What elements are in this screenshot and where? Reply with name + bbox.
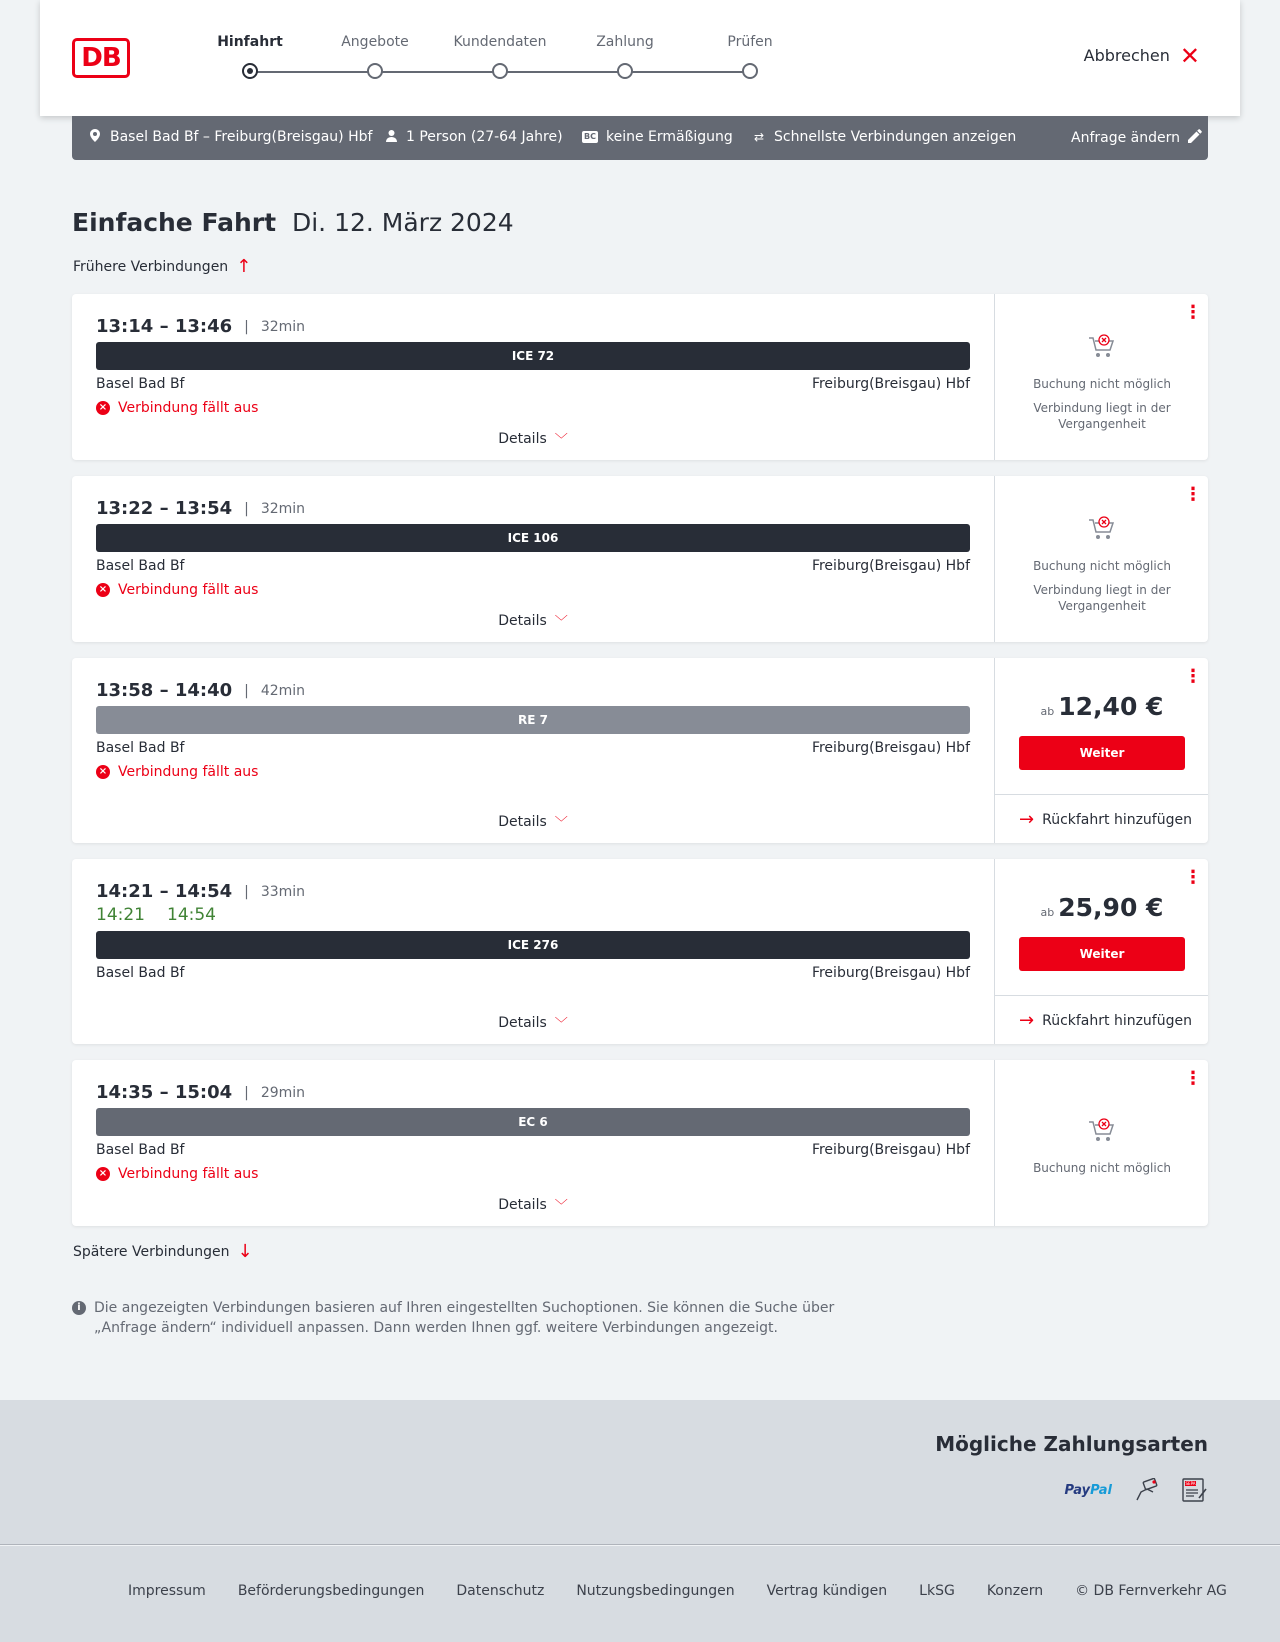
station-to: Freiburg(Breisgau) Hbf: [811, 965, 970, 981]
time-range: 13:58 – 14:40: [96, 680, 233, 701]
details-label: Details: [498, 1196, 547, 1213]
route-text: Basel Bad Bf – Freiburg(Breisgau) Hbf: [110, 129, 373, 145]
arrow-right-icon: →: [1019, 1010, 1035, 1031]
step-label: Prüfen: [727, 34, 773, 50]
travellers-text: 1 Person (27-64 Jahre): [406, 129, 563, 145]
chevron-down-icon: ﹀: [554, 615, 568, 630]
train-bar: ICE 72: [96, 342, 970, 370]
train-bar: EC 6: [96, 1108, 970, 1136]
connection-times: [96, 316, 305, 337]
divider: [995, 995, 1208, 996]
price-value: 12,40 €: [1058, 692, 1164, 721]
add-return-link[interactable]: [1019, 809, 1192, 830]
step-kundendaten: [440, 34, 560, 54]
booking-panel: [994, 476, 1208, 642]
payment-methods-section: [0, 1400, 1280, 1545]
station-from: Basel Bad Bf: [96, 376, 185, 392]
footer: [0, 1546, 1280, 1642]
duration: 32min: [260, 318, 306, 335]
details-toggle[interactable]: [72, 1013, 994, 1032]
station-to: Freiburg(Breisgau) Hbf: [811, 740, 970, 756]
add-return-link[interactable]: [1019, 1010, 1192, 1031]
connection-card: [72, 658, 1208, 843]
connection-times: [96, 680, 305, 701]
payment-title: Mögliche Zahlungsarten: [935, 1432, 1208, 1456]
connection-times: [96, 881, 305, 902]
more-options-icon[interactable]: ⋮: [1184, 1068, 1202, 1089]
step-label: Angebote: [341, 34, 409, 50]
station-to: Freiburg(Breisgau) Hbf: [811, 558, 970, 574]
page-title: [72, 208, 514, 237]
booking-panel: [994, 859, 1208, 1044]
step-dot: [492, 63, 508, 79]
separator: |: [244, 318, 249, 335]
route-summary: [88, 129, 372, 145]
realtime-times: [96, 905, 216, 925]
step-hinfahrt: [190, 34, 310, 54]
cancellation-text: Verbindung fällt aus: [118, 1166, 259, 1182]
close-icon: ✕: [1179, 41, 1200, 70]
paypal-icon: [1065, 1483, 1112, 1498]
credit-card-hand-icon: [1134, 1478, 1160, 1502]
arrow-up-icon: ↑: [236, 256, 252, 277]
realtime-arrival: 14:54: [167, 905, 216, 925]
time-range: 14:35 – 15:04: [96, 1082, 233, 1103]
separator: |: [244, 500, 249, 517]
connection-main: [72, 476, 994, 642]
later-label: Spätere Verbindungen: [73, 1244, 230, 1260]
connection-main: [72, 294, 994, 460]
fastest-toggle[interactable]: [752, 129, 1016, 145]
time-range: 13:14 – 13:46: [96, 316, 233, 337]
separator: |: [244, 883, 249, 900]
divider: [995, 794, 1208, 795]
connection-card: [72, 294, 1208, 460]
change-request-button[interactable]: [1071, 129, 1202, 146]
add-return-label: Rückfahrt hinzufügen: [1042, 1013, 1192, 1029]
connection-card: [72, 476, 1208, 642]
price-prefix: ab: [1040, 906, 1055, 919]
booking-unavailable-text: Buchung nicht möglich: [1033, 1161, 1171, 1175]
duration: 29min: [260, 1084, 306, 1101]
footer-link-vertrag-kuendigen[interactable]: Vertrag kündigen: [766, 1583, 888, 1599]
cancellation-notice: [96, 400, 258, 416]
error-circle-icon: ×: [96, 1167, 110, 1181]
connection-card: [72, 859, 1208, 1044]
trip-type: Einfache Fahrt: [72, 208, 277, 237]
swap-arrows-icon: ⇄: [753, 130, 765, 144]
later-connections-link[interactable]: [73, 1241, 253, 1262]
more-options-icon[interactable]: ⋮: [1184, 484, 1202, 505]
cancellation-notice: [96, 582, 258, 598]
cancel-label: Abbrechen: [1083, 46, 1170, 65]
connection-times: [96, 1082, 305, 1103]
change-request-label: Anfrage ändern: [1071, 129, 1180, 146]
duration: 32min: [260, 500, 306, 517]
progress-stepper: [180, 34, 773, 84]
booking-unavailable-text: Buchung nicht möglich: [1033, 559, 1171, 573]
arrow-down-icon: ↓: [237, 1241, 253, 1262]
footer-link-lksg[interactable]: LkSG: [919, 1583, 955, 1599]
travellers-summary: [384, 129, 563, 145]
step-dot: [367, 63, 383, 79]
duration: 33min: [260, 883, 306, 900]
step-dot: [617, 63, 633, 79]
price-prefix: ab: [1040, 705, 1055, 718]
train-bar: RE 7: [96, 706, 970, 734]
station-to: Freiburg(Breisgau) Hbf: [811, 376, 970, 392]
price: [995, 692, 1209, 721]
chevron-down-icon: ﹀: [554, 1199, 568, 1214]
add-return-label: Rückfahrt hinzufügen: [1042, 812, 1192, 828]
more-options-icon[interactable]: ⋮: [1184, 867, 1202, 888]
weiter-button[interactable]: Weiter: [1019, 937, 1185, 971]
details-label: Details: [498, 1014, 547, 1031]
connection-main: [72, 658, 994, 843]
footer-link-datenschutz[interactable]: Datenschutz: [456, 1583, 545, 1599]
details-label: Details: [498, 612, 547, 629]
earlier-connections-link[interactable]: [73, 256, 252, 277]
train-bar: ICE 106: [96, 524, 970, 552]
weiter-button[interactable]: Weiter: [1019, 736, 1185, 770]
details-toggle[interactable]: [72, 1195, 994, 1214]
details-label: Details: [498, 430, 547, 447]
earlier-label: Frühere Verbindungen: [73, 259, 229, 275]
past-connection-text: Verbindung liegt in der Vergangenheit: [1033, 401, 1171, 431]
connection-card: [72, 1060, 1208, 1226]
sepa-direct-debit-icon: [1182, 1478, 1208, 1502]
db-logo[interactable]: DB: [72, 38, 130, 78]
details-label: Details: [498, 813, 547, 830]
connection-times: [96, 498, 305, 519]
bahncard-icon: BC: [584, 132, 596, 141]
cancellation-notice: [96, 1166, 258, 1182]
chevron-down-icon: ﹀: [554, 816, 568, 831]
chevron-down-icon: ﹀: [554, 433, 568, 448]
cancel-button[interactable]: [1083, 41, 1200, 70]
discount-text: keine Ermäßigung: [605, 129, 733, 145]
cancellation-notice: [96, 764, 258, 780]
cart-unavailable-icon: [1087, 334, 1117, 360]
footer-link-befoerderungsbedingungen[interactable]: Beförderungsbedingungen: [237, 1583, 425, 1599]
copyright: © DB Fernverkehr AG: [1075, 1583, 1227, 1599]
price: [995, 893, 1209, 922]
arrow-right-icon: →: [1019, 809, 1035, 830]
cancellation-text: Verbindung fällt aus: [118, 582, 259, 598]
more-options-icon[interactable]: ⋮: [1184, 666, 1202, 687]
footer-links: [128, 1583, 1227, 1599]
station-from: Basel Bad Bf: [96, 965, 185, 981]
step-label: Zahlung: [596, 34, 654, 50]
details-toggle[interactable]: [72, 812, 994, 831]
sepa-label: SEPA: [1185, 1481, 1196, 1486]
paypal-logo-part: Pal: [1090, 1482, 1112, 1498]
error-circle-icon: ×: [96, 765, 110, 779]
person-icon: [384, 130, 398, 145]
error-circle-icon: ×: [96, 583, 110, 597]
footer-link-konzern[interactable]: Konzern: [986, 1583, 1044, 1599]
step-angebote: [315, 34, 435, 54]
station-from: Basel Bad Bf: [96, 1142, 185, 1158]
step-pruefen: [690, 34, 810, 54]
more-options-icon[interactable]: ⋮: [1184, 302, 1202, 323]
info-icon: i: [72, 1301, 86, 1315]
step-dot: [742, 63, 758, 79]
chevron-down-icon: ﹀: [554, 1017, 568, 1032]
details-toggle[interactable]: [72, 611, 994, 630]
cart-unavailable-icon: [1087, 516, 1117, 542]
booking-panel: [994, 1060, 1208, 1226]
discount-summary: [582, 129, 733, 145]
booking-panel: [994, 294, 1208, 460]
separator: |: [244, 682, 249, 699]
price-value: 25,90 €: [1058, 893, 1164, 922]
duration: 42min: [260, 682, 306, 699]
footer-link-nutzungsbedingungen[interactable]: Nutzungsbedingungen: [576, 1583, 735, 1599]
details-toggle[interactable]: [72, 429, 994, 448]
station-from: Basel Bad Bf: [96, 558, 185, 574]
time-range: 14:21 – 14:54: [96, 881, 233, 902]
location-pin-icon: [88, 129, 102, 145]
info-text: Die angezeigten Verbindungen basieren auf Ihren eingestellten Suchoptionen. Sie können die Suche über „Anfrage ändern“ individuell anpassen. Dann werden Ihnen ggf. weitere Verbindungen angezeigt.: [94, 1300, 835, 1336]
footer-link-impressum[interactable]: Impressum: [128, 1583, 206, 1599]
payment-icons: [1065, 1478, 1208, 1502]
header: [40, 0, 1240, 116]
past-connection-text: Verbindung liegt in der Vergangenheit: [1033, 583, 1171, 613]
info-note: [72, 1298, 862, 1338]
step-label: Hinfahrt: [217, 34, 283, 50]
step-label: Kundendaten: [453, 34, 547, 50]
fastest-text: Schnellste Verbindungen anzeigen: [774, 129, 1017, 145]
pencil-icon: [1188, 129, 1202, 146]
cart-unavailable-icon: [1087, 1118, 1117, 1144]
train-bar: ICE 276: [96, 931, 970, 959]
step-dot-active: [242, 63, 258, 79]
separator: |: [244, 1084, 249, 1101]
booking-panel: [994, 658, 1208, 843]
search-summary-bar: [72, 116, 1208, 160]
cancellation-text: Verbindung fällt aus: [118, 764, 259, 780]
station-from: Basel Bad Bf: [96, 740, 185, 756]
station-to: Freiburg(Breisgau) Hbf: [811, 1142, 970, 1158]
realtime-departure: 14:21: [96, 905, 145, 925]
error-circle-icon: ×: [96, 401, 110, 415]
cancellation-text: Verbindung fällt aus: [118, 400, 259, 416]
paypal-logo-part: Pay: [1064, 1482, 1091, 1498]
trip-date: Di. 12. März 2024: [291, 208, 514, 237]
connection-main: [72, 1060, 994, 1226]
step-zahlung: [565, 34, 685, 54]
time-range: 13:22 – 13:54: [96, 498, 233, 519]
connection-main: [72, 859, 994, 1044]
booking-unavailable-text: Buchung nicht möglich: [1033, 377, 1171, 391]
